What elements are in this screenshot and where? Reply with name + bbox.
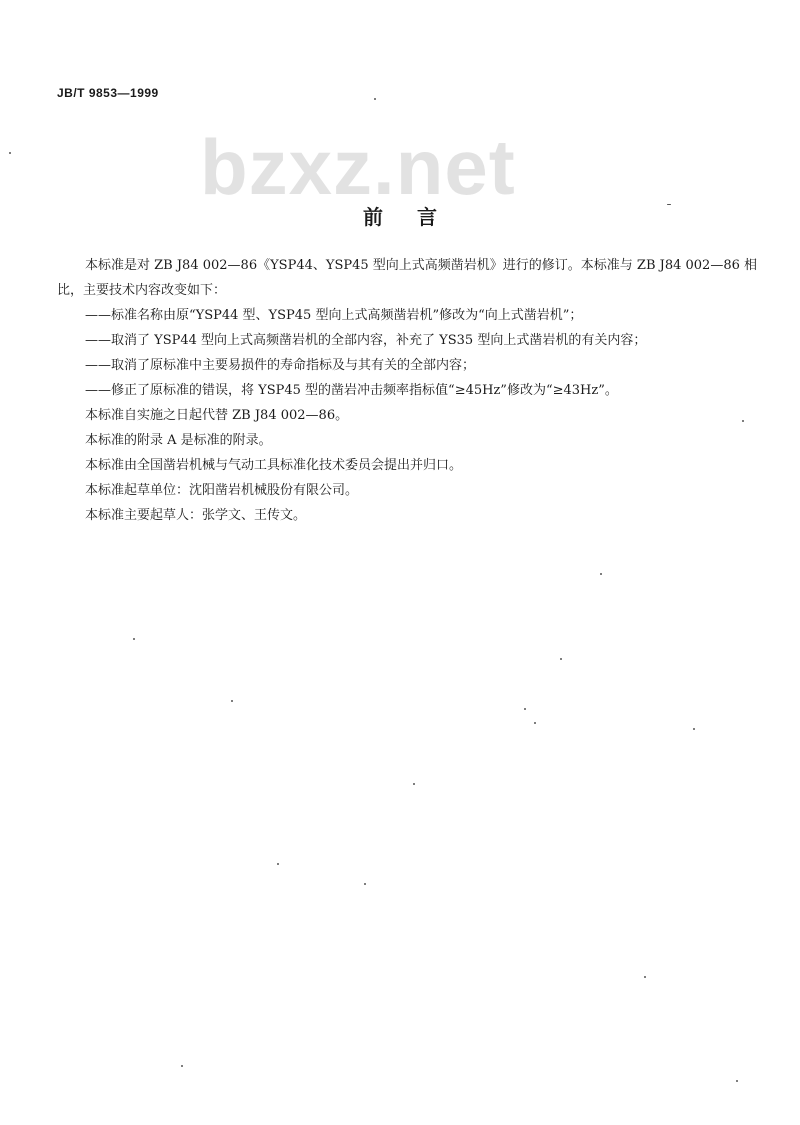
watermark-logo: bzxz.net bbox=[200, 123, 516, 211]
scan-speck bbox=[600, 573, 602, 575]
scan-speck bbox=[277, 863, 279, 865]
scan-speck bbox=[524, 708, 526, 710]
scan-speck bbox=[133, 638, 135, 640]
standard-number: JB/T 9853—1999 bbox=[57, 86, 159, 100]
change-item: ——取消了 YSP44 型向上式高频凿岩机的全部内容，补充了 YS35 型向上式凿岩机的有关内容； bbox=[85, 333, 647, 348]
drafters-statement: 本标准主要起草人：张学文、王传文。 bbox=[85, 508, 307, 523]
scan-speck bbox=[374, 98, 376, 100]
foreword-body bbox=[57, 253, 757, 528]
page-title: 前言 bbox=[363, 205, 471, 229]
scan-speck bbox=[736, 1080, 738, 1082]
drafting-unit-statement: 本标准起草单位：沈阳凿岩机械股份有限公司。 bbox=[85, 483, 359, 498]
scan-speck bbox=[413, 783, 415, 785]
scan-speck bbox=[644, 976, 646, 978]
intro-paragraph: 本标准是对 ZB J84 002—86《YSP44、YSP45 型向上式高频凿岩机》进行的修订。本标准与 ZB J84 002—86 相比，主要技术内容改变如下： bbox=[57, 258, 758, 298]
scan-speck bbox=[693, 728, 695, 730]
replacement-statement: 本标准自实施之日起代替 ZB J84 002—86。 bbox=[85, 408, 349, 423]
scan-speck bbox=[364, 883, 366, 885]
scan-speck bbox=[742, 420, 744, 422]
scan-speck bbox=[667, 204, 671, 205]
scan-speck bbox=[231, 700, 233, 702]
appendix-statement: 本标准的附录 A 是标准的附录。 bbox=[85, 433, 272, 448]
change-item: ——取消了原标准中主要易损件的寿命指标及与其有关的全部内容； bbox=[85, 358, 476, 373]
scan-speck bbox=[9, 152, 11, 154]
change-item: ——修正了原标准的错误，将 YSP45 型的凿岩冲击频率指标值“≥45Hz”修改为“≥43Hz”。 bbox=[85, 383, 618, 398]
scan-speck bbox=[534, 722, 536, 724]
scan-speck bbox=[560, 658, 562, 660]
scan-speck bbox=[181, 1065, 183, 1067]
proposer-statement: 本标准由全国凿岩机械与气动工具标准化技术委员会提出并归口。 bbox=[85, 458, 463, 473]
change-item: ——标准名称由原“YSP44 型、YSP45 型向上式高频凿岩机”修改为“向上式凿岩机”； bbox=[85, 308, 583, 323]
